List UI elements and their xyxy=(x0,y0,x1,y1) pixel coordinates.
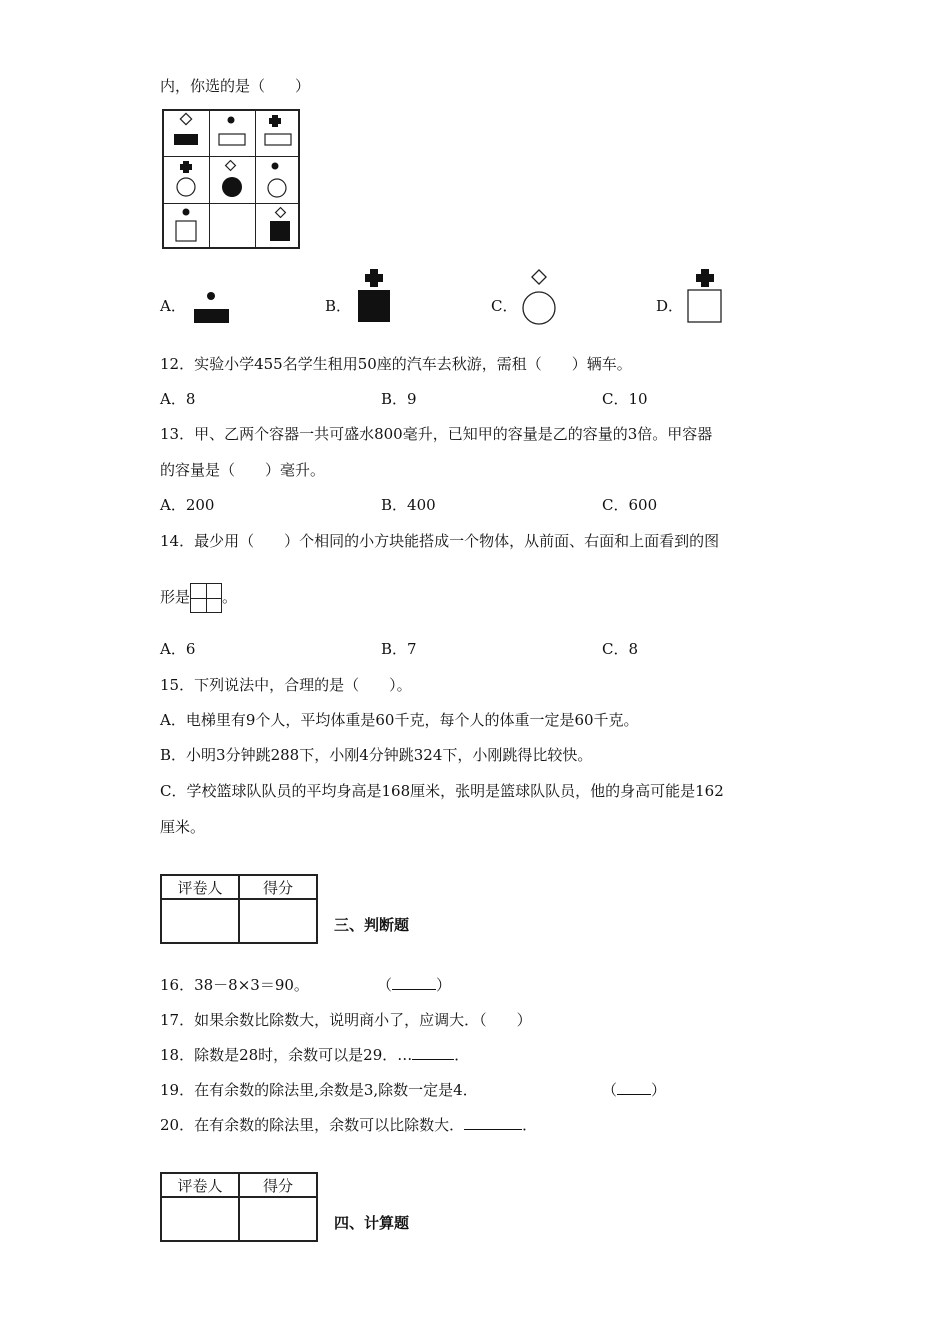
score-table-score-header: 得分 xyxy=(239,1173,317,1197)
score-table-grader-header: 评卷人 xyxy=(161,875,239,899)
view-grid-figure xyxy=(190,583,222,613)
q15-option-c[interactable]: C．学校篮球队队员的平均身高是168厘米，张明是篮球队队员，他的身高可能是162 xyxy=(160,782,724,800)
q17-text: 17．如果余数比除数大，说明商小了，应调大．（ ） xyxy=(160,1011,532,1029)
q19-text: 19．在有余数的除法里,余数是3,除数一定是4． xyxy=(160,1081,478,1099)
q15-option-a[interactable]: A．电梯里有9个人，平均体重是60千克，每个人的体重一定是60千克。 xyxy=(160,711,639,729)
section-3-title: 三、判断题 xyxy=(334,916,410,934)
q18-answer-blank[interactable] xyxy=(412,1045,454,1060)
q11-intro: 内，你选的是（ ） xyxy=(160,77,311,95)
q15-option-c-cont: 厘米。 xyxy=(160,818,206,836)
q19-answer[interactable]: （ ） xyxy=(602,1081,667,1099)
q14-option-b[interactable]: B．7 xyxy=(381,640,417,658)
q16-text: 16．38－8×3＝90。 xyxy=(160,976,309,994)
q11-option-b[interactable]: B． xyxy=(325,297,352,315)
grader-cell[interactable] xyxy=(161,899,239,943)
q18-text: 18．除数是28时，余数可以是29．… ． xyxy=(160,1046,470,1064)
q11-option-a-figure xyxy=(192,288,232,326)
q12-option-a[interactable]: A．8 xyxy=(160,390,196,408)
q13-text-line2: 的容量是（ ）毫升。 xyxy=(160,461,326,479)
q15-option-b[interactable]: B．小明3分钟跳288下，小刚4分钟跳324下，小刚跳得比较快。 xyxy=(160,746,593,764)
pattern-grid xyxy=(162,109,300,249)
q11-option-d[interactable]: D． xyxy=(656,297,684,315)
score-table-3 xyxy=(160,874,318,944)
q15-text: 15．下列说法中，合理的是（ ）。 xyxy=(160,676,412,694)
grader-cell[interactable] xyxy=(161,1197,239,1241)
q20-answer-blank[interactable] xyxy=(464,1115,522,1130)
q16-answer[interactable]: （ ） xyxy=(377,976,452,994)
q14-text-line1: 14．最少用（ ）个相同的小方块能搭成一个物体，从前面、右面和上面看到的图 xyxy=(160,532,720,550)
q11-option-c-figure xyxy=(518,266,560,328)
q14-text-line2: 形是 。 xyxy=(160,580,237,614)
score-table-grader-header: 评卷人 xyxy=(161,1173,239,1197)
score-table-score-header: 得分 xyxy=(239,875,317,899)
q11-option-c[interactable]: C． xyxy=(491,297,518,315)
pattern-grid-shapes xyxy=(164,111,298,247)
q13-option-c[interactable]: C．600 xyxy=(602,496,658,514)
q13-option-b[interactable]: B．400 xyxy=(381,496,436,514)
q13-option-a[interactable]: A．200 xyxy=(160,496,215,514)
q12-text: 12．实验小学455名学生租用50座的汽车去秋游，需租（ ）辆车。 xyxy=(160,355,632,373)
score-cell[interactable] xyxy=(239,899,317,943)
q11-option-d-figure xyxy=(684,266,726,326)
q20-text: 20．在有余数的除法里，余数可以比除数大． ． xyxy=(160,1116,538,1134)
score-table-4 xyxy=(160,1172,318,1242)
q11-option-b-figure xyxy=(354,266,394,326)
q14-option-a[interactable]: A．6 xyxy=(160,640,196,658)
q14-option-c[interactable]: C．8 xyxy=(602,640,639,658)
q12-option-b[interactable]: B．9 xyxy=(381,390,417,408)
score-cell[interactable] xyxy=(239,1197,317,1241)
section-4-title: 四、计算题 xyxy=(334,1214,410,1232)
q11-option-a[interactable]: A． xyxy=(160,297,186,315)
q13-text-line1: 13．甲、乙两个容器一共可盛水800毫升，已知甲的容量是乙的容量的3倍。甲容器 xyxy=(160,425,713,443)
q12-option-c[interactable]: C．10 xyxy=(602,390,648,408)
